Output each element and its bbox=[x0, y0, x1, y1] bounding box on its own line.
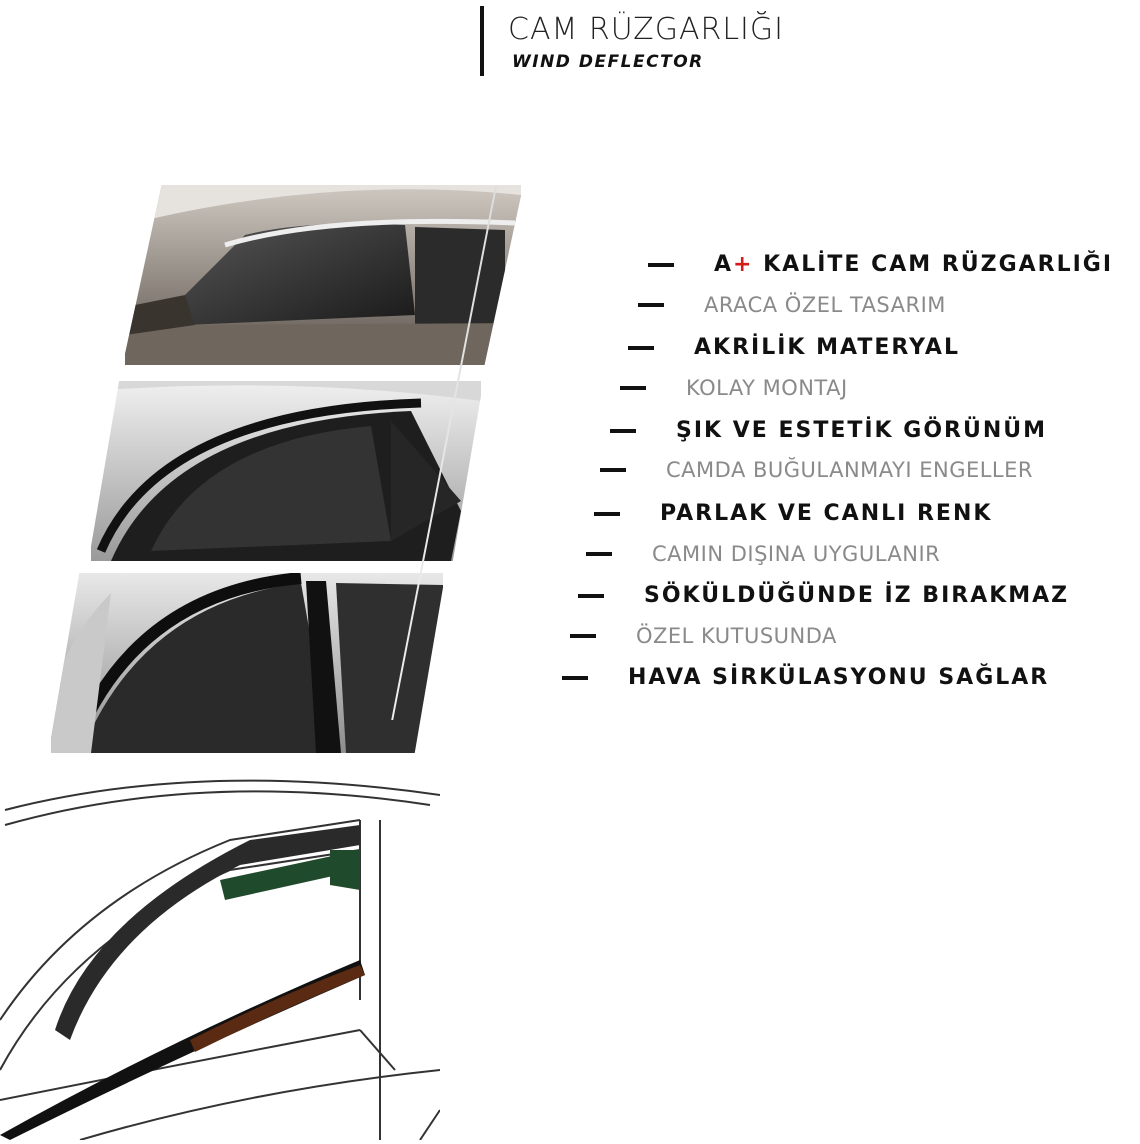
dash-icon bbox=[648, 263, 674, 267]
feature-label: CAMDA BUĞULANMAYI ENGELLER bbox=[666, 458, 1033, 482]
feature-label: HAVA SİRKÜLASYONU SAĞLAR bbox=[628, 665, 1050, 690]
feature-item bbox=[620, 376, 848, 400]
dash-icon bbox=[594, 512, 620, 516]
feature-label bbox=[714, 252, 1113, 277]
feature-text: KALİTE CAM RÜZGARLIĞI bbox=[753, 252, 1114, 277]
feature-item bbox=[570, 624, 837, 648]
feature-item bbox=[562, 665, 1049, 690]
feature-item bbox=[594, 501, 992, 526]
feature-label: ARACA ÖZEL TASARIM bbox=[704, 293, 946, 317]
feature-item bbox=[638, 293, 946, 317]
deflector-diagram bbox=[0, 770, 440, 1140]
dash-icon bbox=[628, 346, 654, 350]
plus-icon: + bbox=[733, 252, 754, 277]
feature-label: ŞIK VE ESTETİK GÖRÜNÜM bbox=[676, 418, 1047, 443]
feature-label: ÖZEL KUTUSUNDA bbox=[636, 624, 837, 648]
product-photo-1 bbox=[122, 182, 524, 368]
feature-label: PARLAK VE CANLI RENK bbox=[660, 501, 993, 526]
product-photo-3 bbox=[48, 570, 446, 756]
feature-label: SÖKÜLDÜĞÜNDE İZ BIRAKMAZ bbox=[644, 583, 1070, 608]
dash-icon bbox=[586, 552, 612, 556]
feature-label: AKRİLİK MATERYAL bbox=[694, 335, 960, 360]
feature-item bbox=[648, 252, 1113, 277]
feature-item bbox=[600, 458, 1033, 482]
dash-icon bbox=[570, 634, 596, 638]
feature-item bbox=[628, 335, 960, 360]
feature-item bbox=[586, 542, 940, 566]
dash-icon bbox=[600, 468, 626, 472]
header-divider-bar bbox=[480, 6, 484, 76]
dash-icon bbox=[562, 676, 588, 680]
dash-icon bbox=[578, 594, 604, 598]
product-photo-2 bbox=[88, 378, 484, 564]
feature-label: KOLAY MONTAJ bbox=[686, 376, 848, 400]
feature-prefix: A bbox=[714, 252, 734, 277]
feature-label: CAMIN DIŞINA UYGULANIR bbox=[652, 542, 941, 566]
dash-icon bbox=[610, 429, 636, 433]
page-title: CAM RÜZGARLIĞI bbox=[508, 12, 784, 47]
dash-icon bbox=[638, 303, 664, 307]
page-subtitle: WIND DEFLECTOR bbox=[512, 52, 704, 72]
feature-item bbox=[578, 583, 1069, 608]
dash-icon bbox=[620, 386, 646, 390]
feature-item bbox=[610, 418, 1047, 443]
